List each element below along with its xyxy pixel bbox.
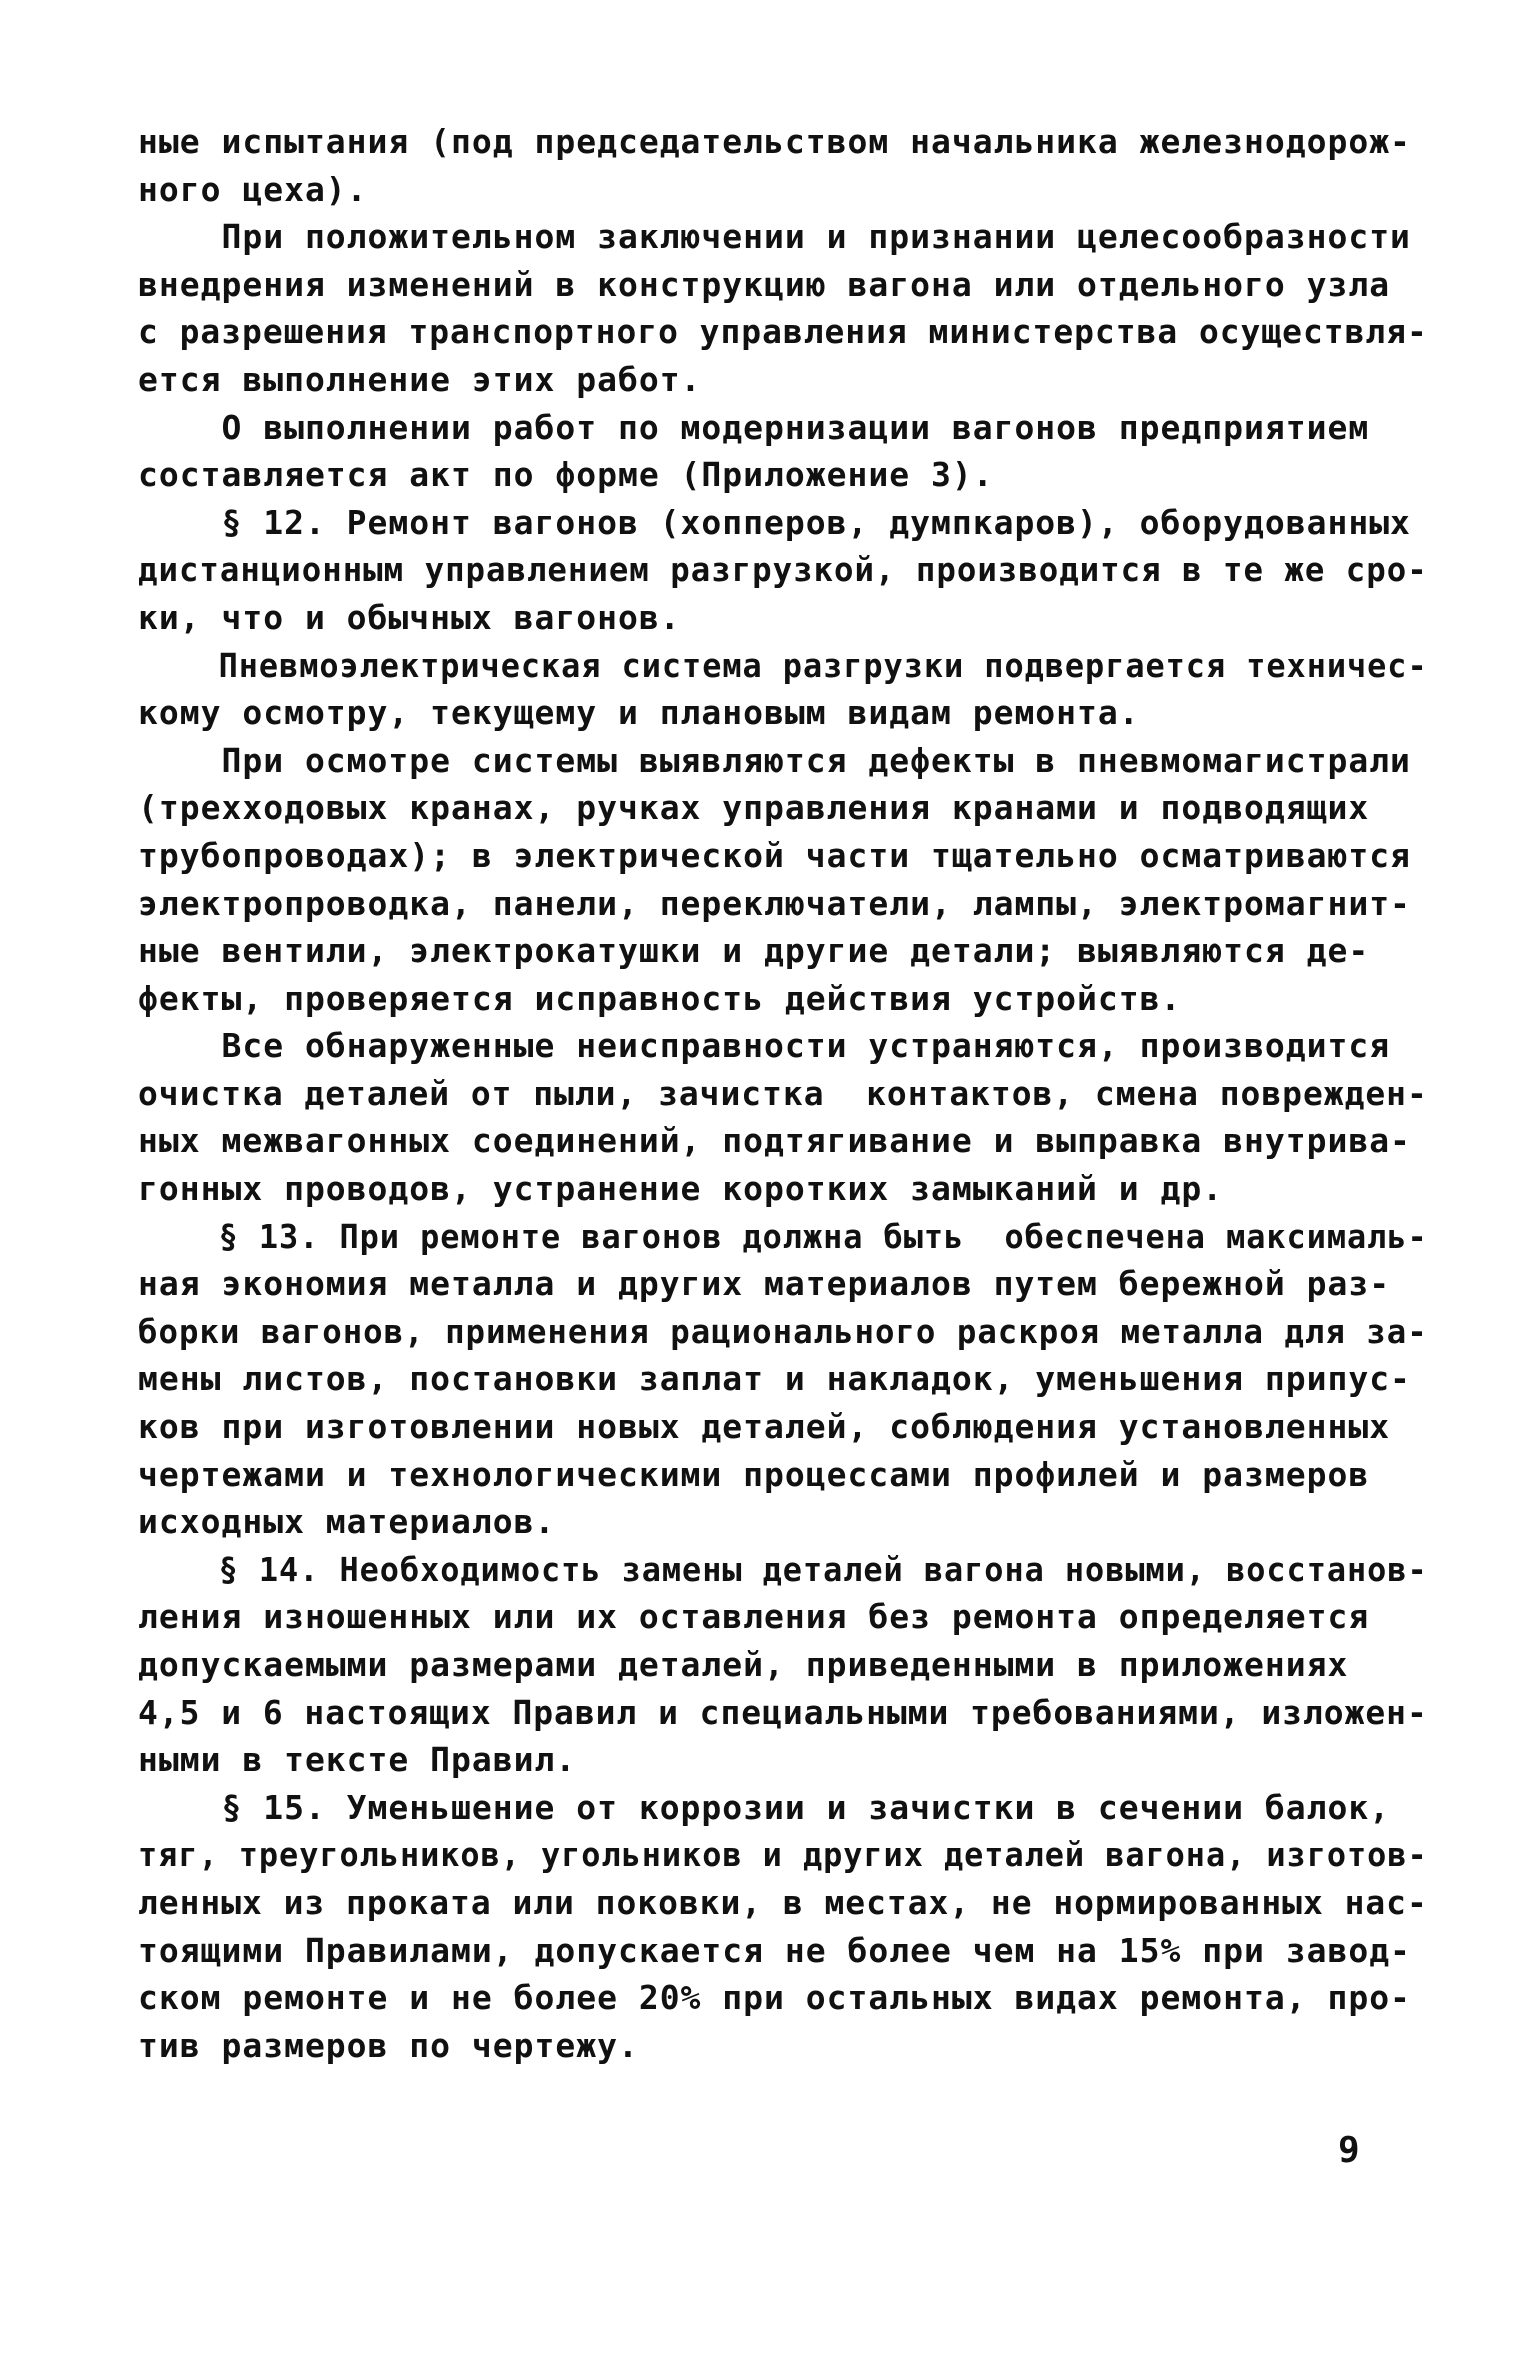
text-line: § 15. Уменьшение от коррозии и зачистки в сечении балок, bbox=[138, 1787, 1391, 1827]
text-line: исходных материалов. bbox=[138, 1502, 556, 1542]
text-line: При осмотре системы выявляются дефекты в пневмомагистрали bbox=[138, 740, 1411, 780]
text-line: внедрения изменений в конструкцию вагона или отдельного узла bbox=[138, 264, 1391, 304]
text-line: При положительном заключении и признании целесообразности bbox=[138, 217, 1411, 257]
text-line: фекты, проверяется исправность действия устройств. bbox=[138, 978, 1182, 1018]
text-line: ления изношенных или их оставления без ремонта определяется bbox=[138, 1597, 1370, 1637]
text-line: ные испытания (под председательством начальника железнодорож- bbox=[138, 122, 1411, 161]
text-line: Все обнаруженные неисправности устраняются, производится bbox=[138, 1026, 1391, 1066]
page-number: 9 bbox=[1338, 2130, 1360, 2171]
text-line: ков при изготовлении новых деталей, соблюдения установленных bbox=[138, 1407, 1391, 1447]
text-line: ными в тексте Правил. bbox=[138, 1740, 577, 1780]
text-line: кому осмотру, текущему и плановым видам ремонта. bbox=[138, 693, 1140, 733]
text-line: мены листов, постановки заплат и накладок, уменьшения припус- bbox=[138, 1359, 1411, 1399]
text-line: с разрешения транспортного управления министерства осуществля- bbox=[138, 312, 1428, 352]
body-text bbox=[138, 118, 1428, 2069]
text-line: тоящими Правилами, допускается не более чем на 15% при завод- bbox=[138, 1930, 1411, 1970]
text-line: § 13. При ремонте вагонов должна быть обеспечена максималь- bbox=[138, 1216, 1428, 1256]
text-line: чертежами и технологическими процессами профилей и размеров bbox=[138, 1454, 1370, 1494]
text-line: (трехходовых кранах, ручках управления кранами и подводящих bbox=[138, 788, 1370, 828]
text-line: 4,5 и 6 настоящих Правил и специальными требованиями, изложен- bbox=[138, 1692, 1428, 1732]
text-line: ные вентили, электрокатушки и другие детали; выявляются де- bbox=[138, 931, 1370, 971]
text-line: электропроводка, панели, переключатели, лампы, электромагнит- bbox=[138, 883, 1411, 923]
text-line: ного цеха). bbox=[138, 169, 368, 209]
text-line: ленных из проката или поковки, в местах, не нормированных нас- bbox=[138, 1882, 1428, 1922]
text-line: допускаемыми размерами деталей, приведенными в приложениях bbox=[138, 1645, 1349, 1684]
text-line: составляется акт по форме (Приложение 3). bbox=[138, 455, 994, 495]
text-line: ных межвагонных соединений, подтягивание и выправка внутрива- bbox=[138, 1121, 1411, 1161]
text-line: тив размеров по чертежу. bbox=[138, 2025, 639, 2065]
text-line: борки вагонов, применения рационального раскроя металла для за- bbox=[138, 1311, 1428, 1351]
text-line: § 12. Ремонт вагонов (хопперов, думпкаров), оборудованных bbox=[138, 502, 1411, 542]
text-line: гонных проводов, устранение коротких замыканий и др. bbox=[138, 1169, 1224, 1209]
text-line: дистанционным управлением разгрузкой, производится в те же сро- bbox=[138, 550, 1428, 590]
text-line: ная экономия металла и других материалов путем бережной раз- bbox=[138, 1264, 1391, 1304]
text-line: ки, что и обычных вагонов. bbox=[138, 597, 681, 637]
text-line: О выполнении работ по модернизации вагонов предприятием bbox=[138, 407, 1370, 447]
text-line: ется выполнение этих работ. bbox=[138, 359, 702, 399]
text-line: очистка деталей от пыли, зачистка контактов, смена поврежден- bbox=[138, 1073, 1428, 1113]
text-line: Пневмоэлектрическая система разгрузки подвергается техничес- bbox=[138, 645, 1428, 685]
text-line: ском ремонте и не более 20% при остальных видах ремонта, про- bbox=[138, 1978, 1411, 2018]
text-line: трубопроводах); в электрической части тщательно осматриваются bbox=[138, 835, 1411, 875]
text-line: § 14. Необходимость замены деталей вагона новыми, восстанов- bbox=[138, 1549, 1428, 1589]
text-line: тяг, треугольников, угольников и других деталей вагона, изготов- bbox=[138, 1835, 1428, 1875]
